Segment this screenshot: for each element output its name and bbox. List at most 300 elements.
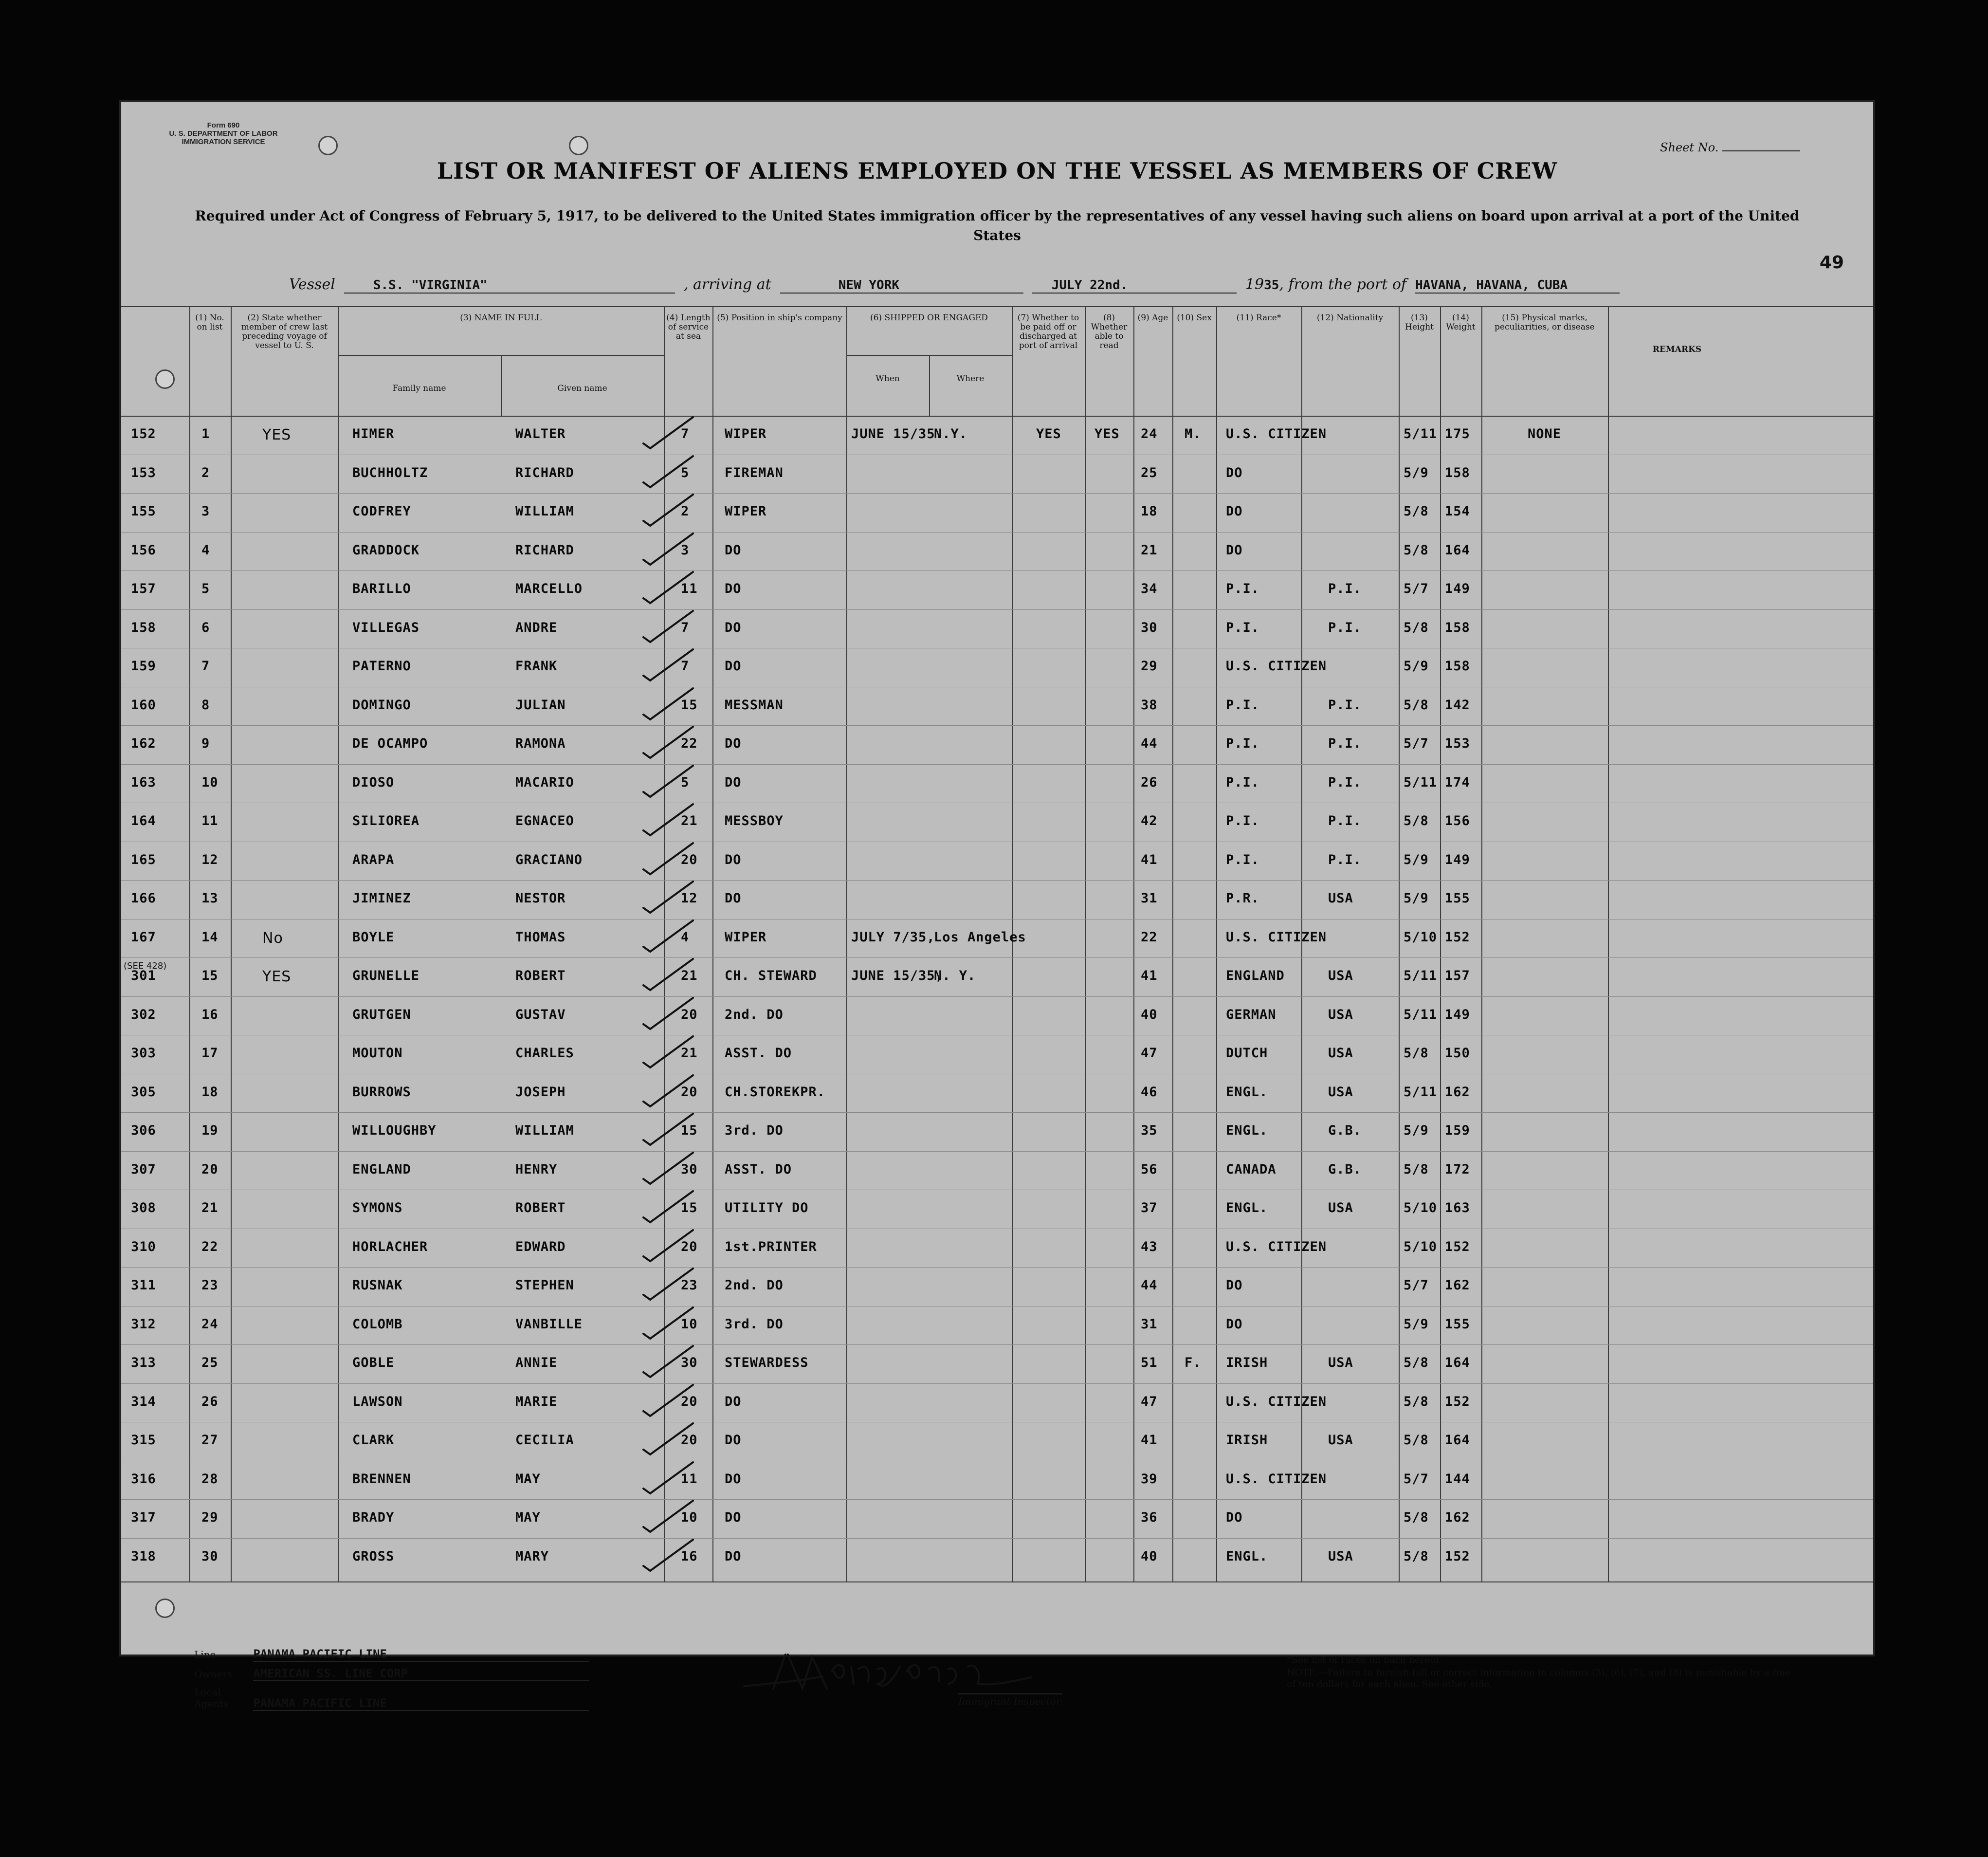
cell-service-length: 4 xyxy=(681,929,690,945)
cell-nationality: USA xyxy=(1328,1200,1353,1215)
cell-nationality: USA xyxy=(1328,1084,1353,1100)
cell-weight: 153 xyxy=(1445,736,1470,751)
owners-label: Owners xyxy=(194,1668,233,1680)
cell-given-name: ROBERT xyxy=(515,968,566,983)
cell-given-name: MACARIO xyxy=(515,774,574,790)
check-mark xyxy=(639,530,698,569)
cell-ref-number: 307 xyxy=(131,1161,156,1177)
cell-list-number: 30 xyxy=(201,1548,219,1564)
table-row xyxy=(121,957,1873,996)
cell-service-length: 10 xyxy=(681,1316,698,1332)
cell-list-number: 15 xyxy=(201,968,219,983)
cell-race: P.I. xyxy=(1226,774,1260,790)
cell-weight: 159 xyxy=(1445,1123,1470,1138)
cell-age: 40 xyxy=(1141,1007,1158,1022)
col-when-header: When xyxy=(875,374,900,384)
manifest-sheet xyxy=(119,100,1875,1710)
cell-list-number: 21 xyxy=(201,1200,219,1215)
line-label: Line xyxy=(194,1649,216,1660)
cell-race: ENGL. xyxy=(1226,1123,1268,1138)
punch-hole xyxy=(155,369,175,389)
cell-age: 39 xyxy=(1141,1471,1158,1487)
check-mark xyxy=(639,1381,698,1420)
cell-age: 34 xyxy=(1141,581,1158,596)
cell-nationality: P.I. xyxy=(1328,620,1362,635)
cell-service-length: 11 xyxy=(681,581,698,596)
cell-list-number: 18 xyxy=(201,1084,219,1100)
punch-hole xyxy=(155,1599,175,1618)
cell-position: DO xyxy=(725,891,742,906)
cell-service-length: 7 xyxy=(681,426,690,441)
arrival-port: NEW YORK xyxy=(780,278,1023,294)
cell-race: P.R. xyxy=(1226,891,1260,906)
sheet-number-label: Sheet No. xyxy=(1660,141,1719,154)
cell-service-length: 7 xyxy=(681,659,690,674)
cell-list-number: 12 xyxy=(201,852,219,867)
cell-position: ASST. DO xyxy=(725,1161,792,1177)
cell-height: 5/8 xyxy=(1404,1510,1429,1525)
cell-race: U.S. CITIZEN xyxy=(1226,929,1327,945)
cell-ref-number: 301 xyxy=(131,968,156,983)
cell-age: 40 xyxy=(1141,1548,1158,1564)
table-row xyxy=(121,609,1873,648)
cell-race: DO xyxy=(1226,504,1243,519)
form-number: Form 690 xyxy=(207,121,240,129)
cell-weight: 163 xyxy=(1445,1200,1470,1215)
cell-position: UTILITY DO xyxy=(725,1200,809,1215)
cell-position: ASST. DO xyxy=(725,1046,792,1061)
cell-given-name: NESTOR xyxy=(515,891,566,906)
cell-ref-number: 312 xyxy=(131,1316,156,1332)
cell-ref-number: 167 xyxy=(131,929,156,945)
cell-position: CH.STOREKPR. xyxy=(725,1084,826,1100)
table-top-rule xyxy=(121,306,1873,307)
agents-value: PANAMA PACIFIC LINE xyxy=(253,1696,589,1711)
col-height-header: (13) Height xyxy=(1405,313,1434,332)
cell-ref-number: 153 xyxy=(131,465,156,480)
cell-height: 5/8 xyxy=(1404,813,1429,828)
cell-height: 5/7 xyxy=(1404,736,1429,751)
table-row xyxy=(121,648,1873,687)
cell-age: 26 xyxy=(1141,774,1158,790)
check-mark xyxy=(639,723,698,762)
cell-given-name: WILLIAM xyxy=(515,504,574,519)
cell-weight: 158 xyxy=(1445,620,1470,635)
cell-height: 5/11 xyxy=(1404,774,1438,790)
cell-ref-number: 164 xyxy=(131,813,156,828)
cell-position: DO xyxy=(725,1394,742,1409)
table-row xyxy=(121,1461,1873,1500)
cell-family-name: BUCHHOLTZ xyxy=(352,465,428,480)
arrival-year: 35 xyxy=(1264,278,1279,293)
check-mark xyxy=(639,491,698,530)
cell-service-length: 21 xyxy=(681,813,698,828)
cell-given-name: VANBILLE xyxy=(515,1316,583,1332)
cell-height: 5/7 xyxy=(1404,1471,1429,1487)
cell-shipped-when: JUNE 15/35. xyxy=(851,426,944,441)
inspector-signature xyxy=(739,1642,1041,1696)
agents-label: Local Agents xyxy=(194,1686,229,1710)
cell-ref-number: 158 xyxy=(131,620,156,635)
cell-list-number: 9 xyxy=(201,736,210,751)
cell-family-name: DOMINGO xyxy=(352,697,411,713)
cell-given-name: ANNIE xyxy=(515,1355,558,1370)
check-mark xyxy=(639,1497,698,1536)
table-row xyxy=(121,1190,1873,1229)
cell-height: 5/8 xyxy=(1404,504,1429,519)
sheet-number-value xyxy=(1722,150,1800,151)
check-mark xyxy=(639,452,698,491)
cell-weight: 162 xyxy=(1445,1510,1470,1525)
cell-service-length: 5 xyxy=(681,465,690,480)
cell-list-number: 22 xyxy=(201,1239,219,1254)
cell-given-name: FRANK xyxy=(515,659,558,674)
col-remarks-header: REMARKS xyxy=(1652,345,1702,354)
table-row xyxy=(121,725,1873,764)
cell-race: U.S. CITIZEN xyxy=(1226,426,1327,441)
cell-given-name: MARY xyxy=(515,1548,549,1564)
cell-family-name: RUSNAK xyxy=(352,1278,403,1293)
cell-list-number: 28 xyxy=(201,1471,219,1487)
check-mark xyxy=(639,684,698,723)
cell-shipped-when: JULY 7/35, xyxy=(851,929,935,945)
col-given-name-header: Given name xyxy=(557,384,607,393)
check-mark xyxy=(639,1419,698,1458)
table-row xyxy=(121,1306,1873,1345)
cell-nationality: P.I. xyxy=(1328,774,1362,790)
cell-age: 56 xyxy=(1141,1161,1158,1177)
cell-race: P.I. xyxy=(1226,736,1260,751)
cell-given-name: EGNACEO xyxy=(515,813,574,828)
cell-race: DO xyxy=(1226,542,1243,558)
cell-weight: 158 xyxy=(1445,659,1470,674)
table-row xyxy=(121,803,1873,842)
cell-position: DO xyxy=(725,542,742,558)
line-value: PANAMA PACIFIC LINE xyxy=(253,1647,589,1662)
cell-age: 44 xyxy=(1141,736,1158,751)
cell-service-length: 22 xyxy=(681,736,698,751)
check-mark xyxy=(639,1342,698,1381)
cell-age: 43 xyxy=(1141,1239,1158,1254)
cell-position: 2nd. DO xyxy=(725,1278,784,1293)
page-number: 49 xyxy=(1819,253,1844,273)
owners-value: AMERICAN SS. LINE CORP xyxy=(253,1667,589,1681)
cell-weight: 142 xyxy=(1445,697,1470,713)
col-race-header: (11) Race* xyxy=(1236,313,1281,323)
cell-list-number: 16 xyxy=(201,1007,219,1022)
cell-height: 5/8 xyxy=(1404,697,1429,713)
cell-ref-number: 159 xyxy=(131,659,156,674)
check-mark xyxy=(639,762,698,801)
cell-ref-number: 303 xyxy=(131,1046,156,1061)
cell-position: DO xyxy=(725,1433,742,1448)
col-sex-header: (10) Sex xyxy=(1177,313,1212,323)
table-row xyxy=(121,996,1873,1035)
check-mark xyxy=(639,568,698,607)
check-mark xyxy=(639,1110,698,1149)
cell-prev-voyage: No xyxy=(262,929,283,947)
cell-family-name: BRADY xyxy=(352,1510,395,1525)
cell-race: IRISH xyxy=(1226,1433,1268,1448)
cell-weight: 156 xyxy=(1445,813,1470,828)
footer-agents xyxy=(194,1686,589,1711)
cell-race: P.I. xyxy=(1226,813,1260,828)
cell-given-name: RAMONA xyxy=(515,736,566,751)
cell-weight: 149 xyxy=(1445,852,1470,867)
check-mark xyxy=(639,839,698,878)
punch-hole xyxy=(569,136,588,155)
cell-shipped-where: N. Y. xyxy=(934,968,976,983)
cell-race: P.I. xyxy=(1226,697,1260,713)
cell-ref-number: 314 xyxy=(131,1394,156,1409)
cell-list-number: 24 xyxy=(201,1316,219,1332)
cell-height: 5/8 xyxy=(1404,1046,1429,1061)
cell-age: 37 xyxy=(1141,1200,1158,1215)
cell-sex: F. xyxy=(1185,1355,1202,1370)
cell-weight: 144 xyxy=(1445,1471,1470,1487)
cell-service-length: 30 xyxy=(681,1161,698,1177)
cell-position: 3rd. DO xyxy=(725,1316,784,1332)
check-mark xyxy=(639,1226,698,1265)
check-mark xyxy=(639,917,698,956)
cell-family-name: CODFREY xyxy=(352,504,411,519)
cell-nationality: USA xyxy=(1328,1046,1353,1061)
cell-given-name: RICHARD xyxy=(515,542,574,558)
check-mark xyxy=(639,1304,698,1342)
cell-service-length: 23 xyxy=(681,1278,698,1293)
cell-list-number: 13 xyxy=(201,891,219,906)
cell-list-number: 2 xyxy=(201,465,210,480)
cell-list-number: 10 xyxy=(201,774,219,790)
table-row xyxy=(121,1267,1873,1306)
cell-nationality: P.I. xyxy=(1328,736,1362,751)
department-block xyxy=(150,121,296,146)
cell-race: ENGL. xyxy=(1226,1548,1268,1564)
table-row xyxy=(121,1344,1873,1383)
col-prev-voyage-header: (2) State whether member of crew last preceding voyage of vessel to U. S. xyxy=(241,313,328,350)
cell-service-length: 3 xyxy=(681,542,690,558)
cell-ref-number: 163 xyxy=(131,774,156,790)
cell-service-length: 12 xyxy=(681,891,698,906)
table-row xyxy=(121,842,1873,881)
cell-ref-number: 305 xyxy=(131,1084,156,1100)
cell-height: 5/8 xyxy=(1404,620,1429,635)
cell-given-name: MARIE xyxy=(515,1394,558,1409)
cell-weight: 149 xyxy=(1445,1007,1470,1022)
cell-weight: 162 xyxy=(1445,1084,1470,1100)
cell-weight: 162 xyxy=(1445,1278,1470,1293)
cell-race: DO xyxy=(1226,1278,1243,1293)
cell-race: ENGL. xyxy=(1226,1084,1268,1100)
cell-prev-voyage: YES xyxy=(262,426,292,443)
from-port-label: , from the port of xyxy=(1279,276,1406,293)
cell-given-name: JOSEPH xyxy=(515,1084,566,1100)
cell-position: DO xyxy=(725,1548,742,1564)
cell-height: 5/8 xyxy=(1404,1548,1429,1564)
cell-nationality: USA xyxy=(1328,1548,1353,1564)
cell-nationality: USA xyxy=(1328,1433,1353,1448)
cell-height: 5/10 xyxy=(1404,1200,1438,1215)
cell-given-name: GRACIANO xyxy=(515,852,583,867)
cell-list-number: 25 xyxy=(201,1355,219,1370)
cell-weight: 164 xyxy=(1445,1433,1470,1448)
cell-race: P.I. xyxy=(1226,852,1260,867)
cell-weight: 154 xyxy=(1445,504,1470,519)
cell-position: WIPER xyxy=(725,929,767,945)
cell-ref-number: 310 xyxy=(131,1239,156,1254)
cell-position: STEWARDESS xyxy=(725,1355,809,1370)
cell-given-name: WILLIAM xyxy=(515,1123,574,1138)
cell-nationality: G.B. xyxy=(1328,1161,1362,1177)
cell-family-name: GROSS xyxy=(352,1548,395,1564)
cell-family-name: HORLACHER xyxy=(352,1239,428,1254)
table-row xyxy=(121,1112,1873,1151)
check-mark xyxy=(639,1149,698,1188)
service-name: IMMIGRATION SERVICE xyxy=(182,138,265,146)
cell-family-name: BRENNEN xyxy=(352,1471,411,1487)
cell-service-length: 5 xyxy=(681,774,690,790)
check-mark xyxy=(639,1536,698,1575)
cell-family-name: DIOSO xyxy=(352,774,395,790)
cell-position: WIPER xyxy=(725,504,767,519)
cell-age: 24 xyxy=(1141,426,1158,441)
cell-shipped-when: JUNE 15/35, xyxy=(851,968,944,983)
cell-list-number: 3 xyxy=(201,504,210,519)
table-row xyxy=(121,416,1873,455)
cell-age: 47 xyxy=(1141,1394,1158,1409)
cell-given-name: ANDRE xyxy=(515,620,558,635)
cell-height: 5/8 xyxy=(1404,1433,1429,1448)
cell-list-number: 11 xyxy=(201,813,219,828)
cell-given-name: THOMAS xyxy=(515,929,566,945)
cell-family-name: ENGLAND xyxy=(352,1161,411,1177)
cell-family-name: MOUTON xyxy=(352,1046,403,1061)
cell-nationality: USA xyxy=(1328,891,1353,906)
col-paid-off-header: (7) Whether to be paid off or discharged at port of arrival xyxy=(1017,313,1079,350)
cell-age: 41 xyxy=(1141,852,1158,867)
col-nationality-header: (12) Nationality xyxy=(1316,313,1384,323)
cell-service-length: 30 xyxy=(681,1355,698,1370)
cell-given-name: MAY xyxy=(515,1510,541,1525)
cell-family-name: HIMER xyxy=(352,426,395,441)
cell-given-name: CECILIA xyxy=(515,1433,574,1448)
cell-prev-voyage: YES xyxy=(262,968,292,985)
cell-race: U.S. CITIZEN xyxy=(1226,1394,1327,1409)
cell-ref-number: 317 xyxy=(131,1510,156,1525)
cell-race: P.I. xyxy=(1226,620,1260,635)
cell-ref-number: 308 xyxy=(131,1200,156,1215)
cell-family-name: WILLOUGHBY xyxy=(352,1123,437,1138)
cell-family-name: DE OCAMPO xyxy=(352,736,428,751)
cell-shipped-where: N.Y. xyxy=(934,426,968,441)
cell-age: 51 xyxy=(1141,1355,1158,1370)
table-row xyxy=(121,493,1873,532)
cell-position: DO xyxy=(725,736,742,751)
cell-age: 35 xyxy=(1141,1123,1158,1138)
sheet-number xyxy=(1660,141,1800,154)
cell-height: 5/8 xyxy=(1404,542,1429,558)
col-weight-header: (14) Weight xyxy=(1446,313,1476,332)
cell-ref-number: 157 xyxy=(131,581,156,596)
cell-race: GERMAN xyxy=(1226,1007,1277,1022)
cell-able-to-read: YES xyxy=(1094,426,1120,441)
cell-service-length: 20 xyxy=(681,1007,698,1022)
col-position-header: (5) Position in ship's company xyxy=(717,313,842,323)
cell-given-name: WALTER xyxy=(515,426,566,441)
vessel-line xyxy=(289,276,1620,294)
cell-given-name: CHARLES xyxy=(515,1046,574,1061)
table-row xyxy=(121,570,1873,609)
cell-list-number: 6 xyxy=(201,620,210,635)
cell-position: DO xyxy=(725,852,742,867)
department-name: U. S. DEPARTMENT OF LABOR xyxy=(169,129,278,138)
cell-age: 44 xyxy=(1141,1278,1158,1293)
cell-ref-number: 313 xyxy=(131,1355,156,1370)
cell-family-name: COLOMB xyxy=(352,1316,403,1332)
page-subtitle: Required under Act of Congress of February 5, 1917, to be delivered to the United States immigration officer by the representatives of any vessel having such aliens on board upon arrival at a port of the United States xyxy=(195,208,1800,243)
cell-weight: 152 xyxy=(1445,1548,1470,1564)
departure-port: HAVANA, HAVANA, CUBA xyxy=(1415,278,1620,294)
check-mark xyxy=(639,607,698,646)
table-row xyxy=(121,1229,1873,1268)
cell-service-length: 2 xyxy=(681,504,690,519)
cell-height: 5/9 xyxy=(1404,1316,1429,1332)
table-row xyxy=(121,1035,1873,1074)
cell-service-length: 20 xyxy=(681,1084,698,1100)
cell-weight: 164 xyxy=(1445,542,1470,558)
cell-position: FIREMAN xyxy=(725,465,784,480)
cell-given-name: HENRY xyxy=(515,1161,558,1177)
cell-nationality: P.I. xyxy=(1328,813,1362,828)
cell-ref-number: 156 xyxy=(131,542,156,558)
cell-position: DO xyxy=(725,659,742,674)
cell-shipped-where: Los Angeles xyxy=(934,929,1026,945)
cell-age: 41 xyxy=(1141,968,1158,983)
cell-family-name: ARAPA xyxy=(352,852,395,867)
cell-service-length: 20 xyxy=(681,1239,698,1254)
cell-weight: 157 xyxy=(1445,968,1470,983)
cell-height: 5/7 xyxy=(1404,1278,1429,1293)
cell-list-number: 20 xyxy=(201,1161,219,1177)
cell-position: DO xyxy=(725,1510,742,1525)
cell-weight: 152 xyxy=(1445,1239,1470,1254)
cell-list-number: 14 xyxy=(201,929,219,945)
col-family-name-header: Family name xyxy=(392,384,446,393)
cell-weight: 164 xyxy=(1445,1355,1470,1370)
cell-family-name: JIMINEZ xyxy=(352,891,411,906)
vessel-label: Vessel xyxy=(289,276,335,293)
check-mark xyxy=(639,645,698,684)
cell-position: DO xyxy=(725,581,742,596)
cell-family-name: BURROWS xyxy=(352,1084,411,1100)
check-mark xyxy=(639,1458,698,1497)
cell-position: DO xyxy=(725,620,742,635)
side-note: (SEE 428) xyxy=(124,961,167,971)
cell-service-length: 20 xyxy=(681,1433,698,1448)
check-mark xyxy=(639,1265,698,1304)
cell-race: U.S. CITIZEN xyxy=(1226,659,1327,674)
cell-service-length: 10 xyxy=(681,1510,698,1525)
cell-age: 38 xyxy=(1141,697,1158,713)
cell-height: 5/11 xyxy=(1404,426,1438,441)
cell-height: 5/10 xyxy=(1404,1239,1438,1254)
cell-nationality: USA xyxy=(1328,1007,1353,1022)
cell-weight: 152 xyxy=(1445,929,1470,945)
cell-family-name: LAWSON xyxy=(352,1394,403,1409)
cell-family-name: BOYLE xyxy=(352,929,395,945)
table-row xyxy=(121,1499,1873,1538)
table-row xyxy=(121,532,1873,571)
